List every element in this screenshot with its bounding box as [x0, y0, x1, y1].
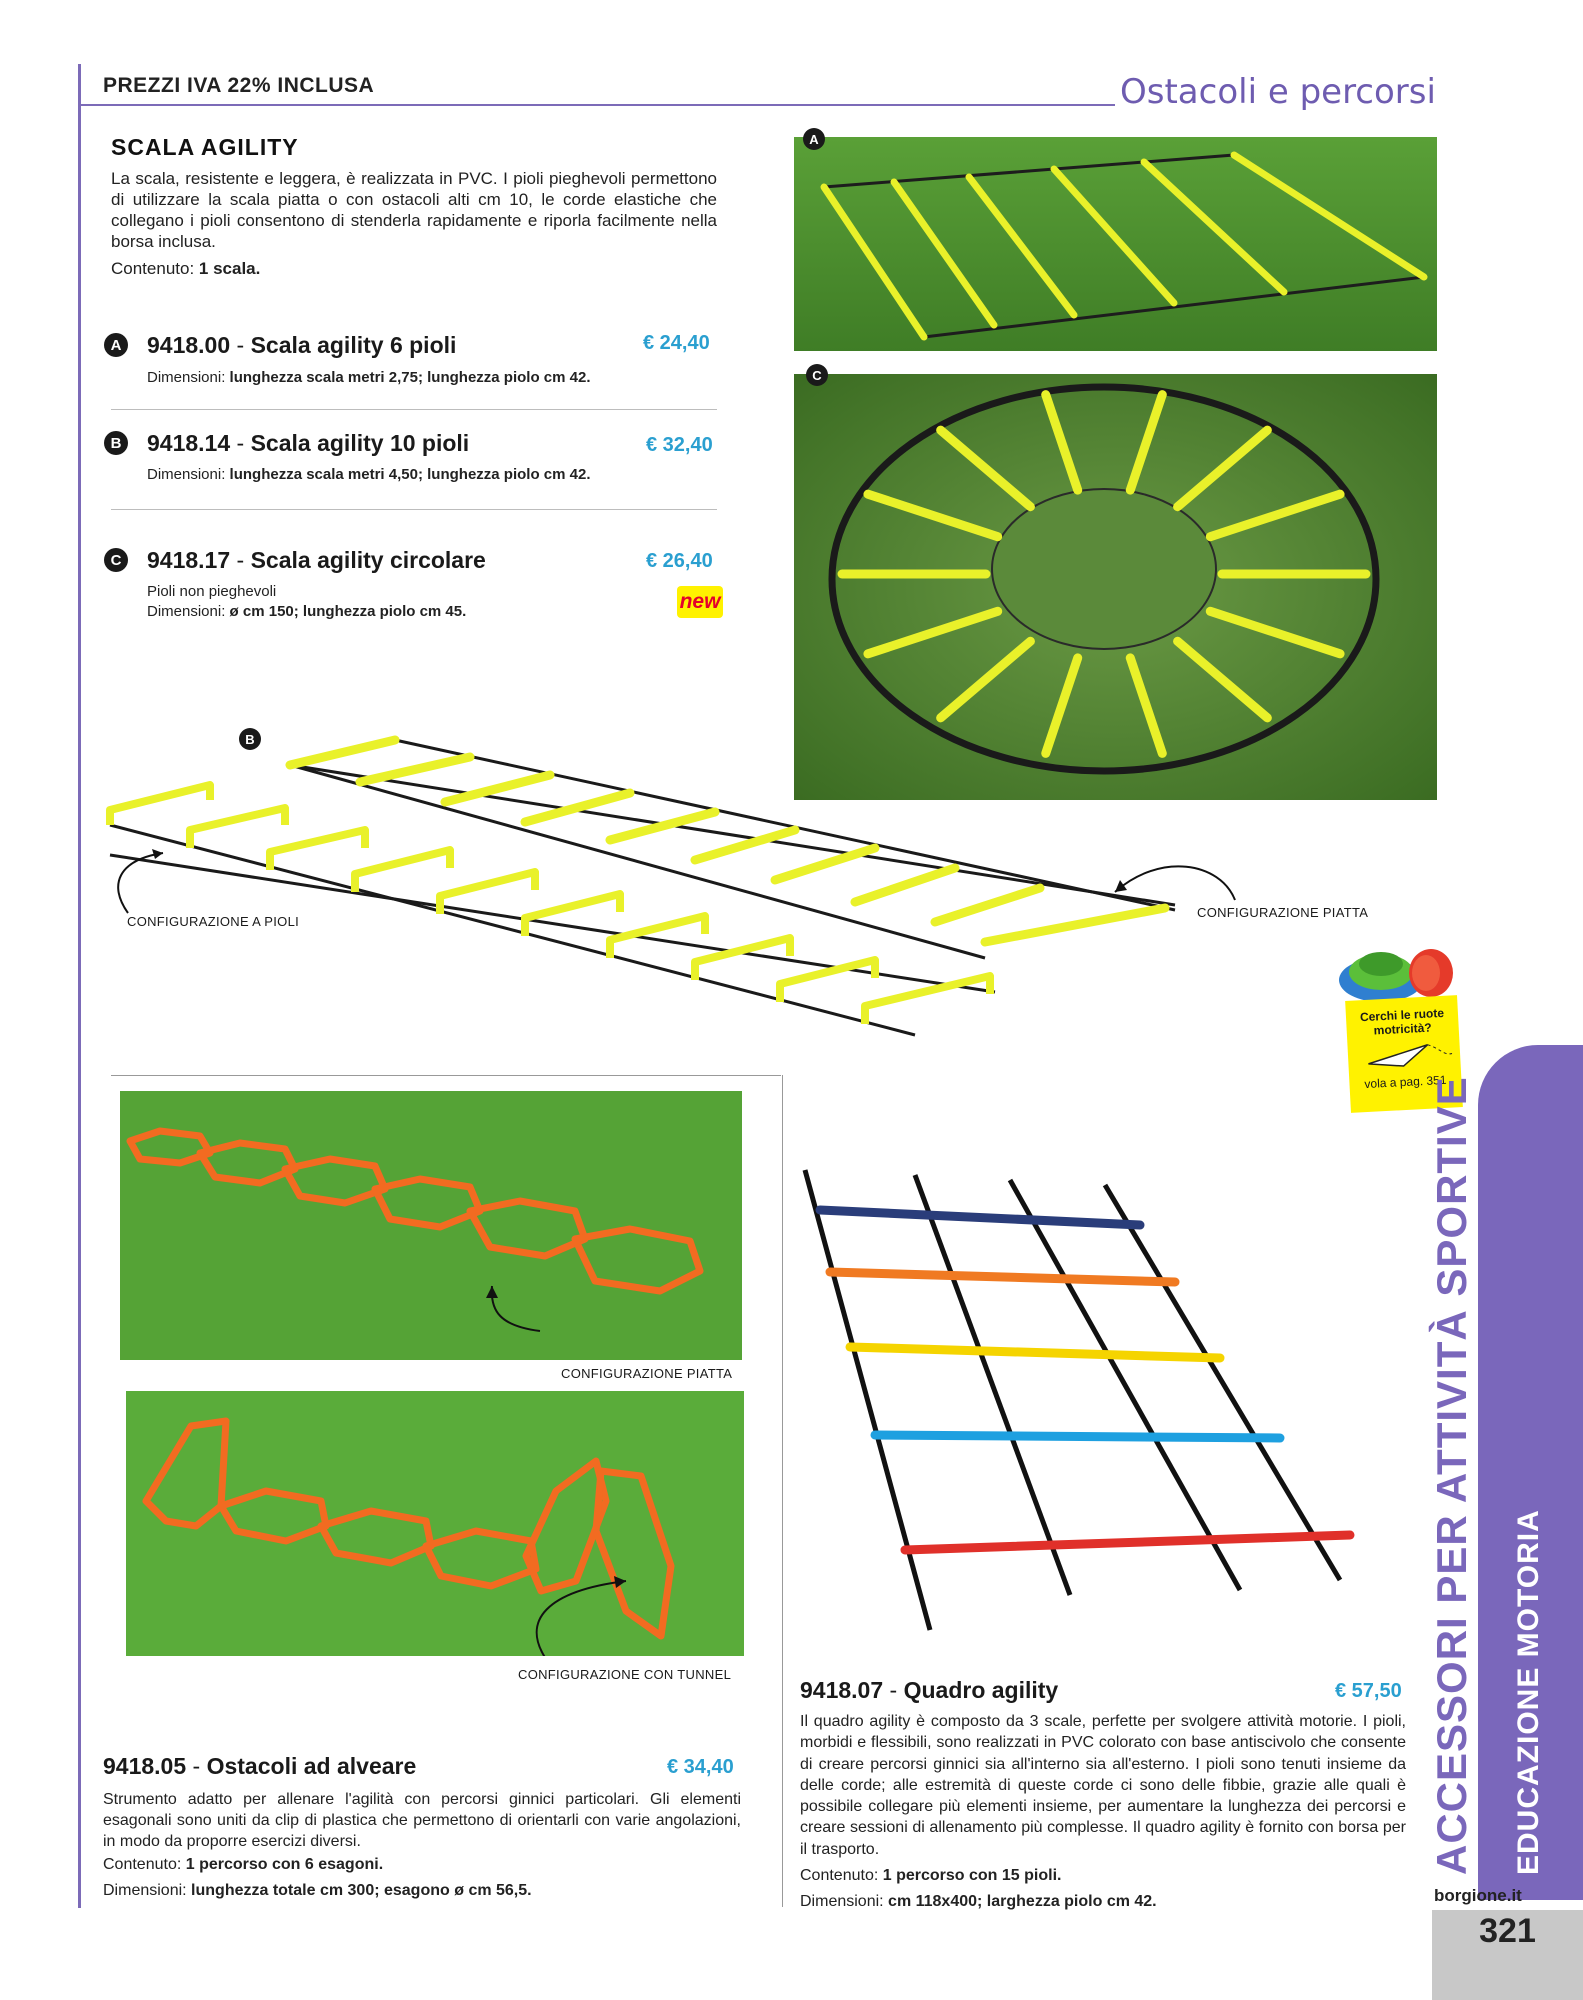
- product-9418-14-price: € 32,40: [646, 434, 713, 456]
- separator: -: [230, 332, 251, 358]
- caption-configurazione-piatta: CONFIGURAZIONE PIATTA: [1197, 905, 1369, 920]
- scala-agility-description: La scala, resistente e leggera, è realizzata in PVC. I pioli pieghevoli permettono di utilizzare la scala piatta o con ostacoli alti cm 10, le corde elastiche che collegano i pioli consentono di stenderla rapidamente e riporla facilmente nella borsa inclusa.: [111, 169, 717, 251]
- paper-plane-icon: [1347, 1033, 1461, 1073]
- product-9418-05-content: [103, 1854, 741, 1875]
- product-code: 9418.14: [147, 430, 231, 456]
- side-subcategory-label: EDUCAZIONE MOTORIA: [1512, 1509, 1545, 1875]
- product-9418-17-note: Pioli non pieghevoli: [147, 583, 277, 600]
- scala-agility-content: [111, 258, 717, 279]
- product-9418-14-title: [147, 430, 469, 457]
- photo-alveare-tunnel: [126, 1391, 744, 1656]
- dim-value: ø cm 150; lunghezza piolo cm 45.: [229, 603, 467, 620]
- photo-scala-6-pioli: [794, 137, 1437, 351]
- left-margin-rule: [78, 64, 81, 1908]
- photo-a-badge: A: [803, 128, 825, 150]
- dim-value: lunghezza scala metri 4,50; lunghezza piolo cm 42.: [229, 466, 591, 483]
- badge-c: C: [104, 548, 128, 572]
- product-9418-07-dimensions: [800, 1891, 1406, 1912]
- product-9418-05-price: € 34,40: [667, 1756, 734, 1778]
- dim-value: cm 118x400; larghezza piolo cm 42.: [888, 1893, 1157, 1910]
- product-code: 9418.00: [147, 332, 231, 358]
- photo-c-badge: C: [806, 364, 828, 386]
- product-9418-17-title: [147, 547, 486, 574]
- product-9418-07-price: € 57,50: [1335, 1680, 1402, 1702]
- content-value: 1 percorso con 6 esagoni.: [185, 1856, 384, 1873]
- photo-alveare-piatta: [120, 1091, 742, 1360]
- product-9418-05-description: Strumento adatto per allenare l'agilità con percorsi ginnici particolari. Gli elementi esagonali sono uniti da clip di plastica che permettono di orientarli con varie angolazioni, in modo da proporre esercizi diversi.: [103, 1791, 741, 1850]
- separator: -: [186, 1753, 207, 1779]
- column-divider: [782, 1075, 783, 1907]
- product-code: 9418.07: [800, 1677, 884, 1703]
- divider: [111, 509, 717, 510]
- separator: -: [883, 1677, 904, 1703]
- photo-quadro-agility: [795, 1160, 1365, 1640]
- dim-label: Dimensioni:: [147, 369, 226, 386]
- content-label: Contenuto:: [103, 1856, 182, 1873]
- content-value: 1 scala.: [198, 259, 261, 278]
- product-9418-07-content: [800, 1865, 1406, 1886]
- content-label: Contenuto:: [111, 259, 195, 278]
- product-name: Ostacoli ad alveare: [206, 1753, 417, 1779]
- product-9418-17-price: € 26,40: [646, 550, 713, 572]
- photo-b-badge: B: [239, 728, 261, 750]
- dim-value: lunghezza totale cm 300; esagono ø cm 56,5.: [191, 1882, 532, 1899]
- arrow-pioli-icon: [108, 845, 188, 915]
- arrow-piatta-icon: [1100, 852, 1240, 902]
- new-badge: new: [677, 586, 723, 618]
- separator: -: [230, 547, 251, 573]
- site-url[interactable]: borgione.it: [1434, 1886, 1522, 1905]
- product-code: 9418.17: [147, 547, 231, 573]
- product-9418-14-dimensions: [147, 466, 590, 483]
- product-code: 9418.05: [103, 1753, 187, 1779]
- product-9418-00-title: [147, 332, 456, 359]
- product-name: Scala agility 10 pioli: [250, 430, 470, 456]
- dim-label: Dimensioni:: [147, 603, 226, 620]
- separator: -: [230, 430, 251, 456]
- content-value: 1 percorso con 15 pioli.: [882, 1867, 1062, 1884]
- dim-label: Dimensioni:: [103, 1882, 187, 1899]
- product-name: Scala agility circolare: [250, 547, 486, 573]
- badge-a: A: [104, 333, 128, 357]
- product-9418-17-dimensions: [147, 603, 466, 620]
- photo-scala-10-pioli: [105, 730, 1180, 1050]
- dim-value: lunghezza scala metri 2,75; lunghezza piolo cm 42.: [229, 369, 591, 386]
- caption-alveare-piatta: CONFIGURAZIONE PIATTA: [561, 1366, 733, 1381]
- product-name: Quadro agility: [903, 1677, 1059, 1703]
- product-9418-07-description: Il quadro agility è composto da 3 scale, perfette per svolgere attività motorie. I pioli, morbidi e flessibili, sono realizzati in PVC colorato con base antiscivolo che consente di creare percorsi ginnici sia all'interno sia all'esterno. I pioli sono tenuti insieme da delle corde; alle estremità di queste corde ci sono delle fibbie, grazie alle quali è possibile collegare più elementi insieme, per aumentare la lunghezza dei percorsi e creare sessioni di allenamento più complesse. Il quadro agility è fornito con borsa per il trasporto.: [800, 1713, 1406, 1858]
- sticky-link[interactable]: vola a pag. 351: [1364, 1072, 1447, 1092]
- product-name: Scala agility 6 pioli: [250, 332, 457, 358]
- product-9418-00-dimensions: [147, 369, 590, 386]
- product-9418-05-dimensions: [103, 1880, 741, 1901]
- header-price-note: PREZZI IVA 22% INCLUSA: [103, 74, 375, 97]
- product-9418-07-title: [800, 1677, 1058, 1704]
- badge-b: B: [104, 431, 128, 455]
- page-number: 321: [1479, 1912, 1536, 1950]
- caption-configurazione-pioli: CONFIGURAZIONE A PIOLI: [127, 914, 300, 929]
- dim-label: Dimensioni:: [147, 466, 226, 483]
- content-label: Contenuto:: [800, 1867, 879, 1884]
- scala-agility-title: SCALA AGILITY: [111, 134, 299, 160]
- dim-label: Dimensioni:: [800, 1893, 884, 1910]
- header-rule: [78, 104, 1115, 106]
- side-category-label: ACCESSORI PER ATTIVITÀ SPORTIVE: [1428, 1076, 1475, 1875]
- divider: [111, 409, 717, 410]
- section-divider: [111, 1075, 781, 1076]
- caption-alveare-tunnel: CONFIGURAZIONE CON TUNNEL: [518, 1667, 732, 1682]
- sticky-text: Cerchi le ruote motricità?: [1359, 1005, 1445, 1038]
- product-9418-05-title: [103, 1753, 416, 1780]
- product-9418-00-price: € 24,40: [643, 332, 710, 354]
- page-section-title: Ostacoli e percorsi: [1120, 72, 1436, 112]
